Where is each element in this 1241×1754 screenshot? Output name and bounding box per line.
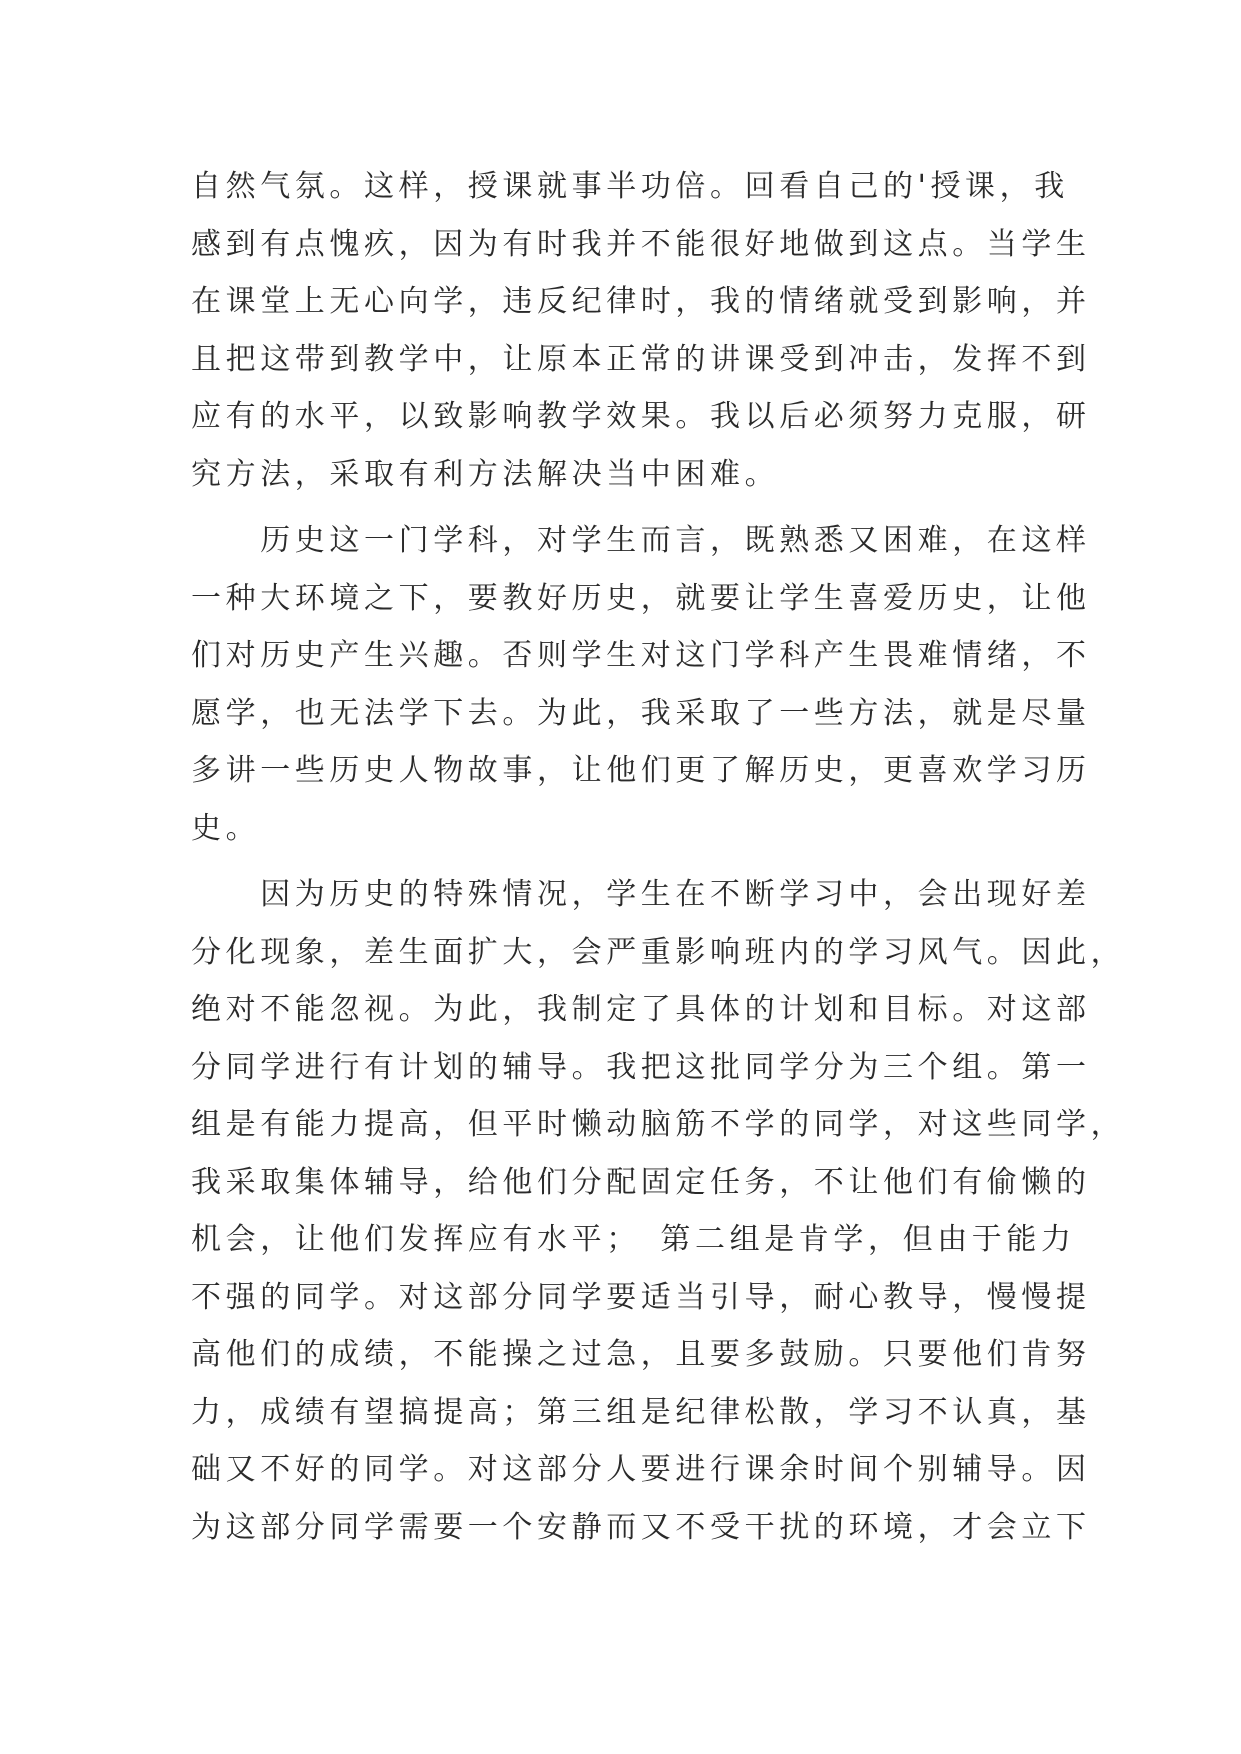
text-line: 多讲一些历史人物故事，让他们更了解历史，更喜欢学习历	[191, 753, 1091, 788]
text-line: 绝对不能忽视。为此，我制定了具体的计划和目标。对这部	[191, 992, 1091, 1027]
text-line: 为这部分同学需要一个安静而又不受干扰的环境，才会立下	[191, 1509, 1091, 1545]
text-line: 力，成绩有望搞提高；第三组是纪律松散，学习不认真，基	[191, 1394, 1091, 1430]
paragraph-1	[191, 158, 1091, 503]
text-line: 组是有能力提高，但平时懒动脑筋不学的同学，对这些同学，	[191, 1107, 1126, 1142]
text-line: 分化现象，差生面扩大，会严重影响班内的学习风气。因此，	[191, 934, 1126, 970]
text-line: 自然气氛。这样，授课就事半功倍。回看自己的'授课，我	[191, 169, 1069, 204]
text-line: 机会，让他们发挥应有水平； 第二组是肯学，但由于能力	[191, 1222, 1076, 1257]
text-line: 究方法，采取有利方法解决当中困难。	[191, 456, 780, 492]
text-line: 我采取集体辅导，给他们分配固定任务，不让他们有偷懒的	[191, 1164, 1091, 1200]
text-line: 在课堂上无心向学，违反纪律时，我的情绪就受到影响，并	[191, 284, 1091, 319]
text-line: 们对历史产生兴趣。否则学生对这门学科产生畏难情绪，不	[191, 638, 1091, 673]
text-line: 感到有点愧疚，因为有时我并不能很好地做到这点。当学生	[191, 226, 1091, 262]
text-line: 应有的水平，以致影响教学效果。我以后必须努力克服，研	[191, 399, 1091, 434]
document-body	[191, 158, 1126, 1556]
text-line: 且把这带到教学中，让原本正常的讲课受到冲击，发挥不到	[191, 341, 1091, 377]
text-line: 高他们的成绩，不能操之过急，且要多鼓励。只要他们肯努	[191, 1337, 1091, 1372]
text-line: 一种大环境之下，要教好历史，就要让学生喜爱历史，让他	[191, 580, 1091, 616]
paragraph-3	[191, 866, 1126, 1556]
text-line: 历史这一门学科，对学生而言，既熟悉又困难，在这样	[191, 523, 1091, 558]
paragraph-2	[191, 512, 1091, 857]
text-line: 础又不好的同学。对这部分人要进行课余时间个别辅导。因	[191, 1452, 1091, 1487]
paragraph-spacing	[191, 857, 1051, 866]
text-line: 分同学进行有计划的辅导。我把这批同学分为三个组。第一	[191, 1049, 1091, 1085]
text-line: 愿学，也无法学下去。为此，我采取了一些方法，就是尽量	[191, 695, 1091, 731]
text-line: 因为历史的特殊情况，学生在不断学习中，会出现好差	[191, 877, 1091, 912]
paragraph-spacing	[191, 503, 1051, 512]
text-line: 史。	[191, 810, 261, 846]
text-line: 不强的同学。对这部分同学要适当引导，耐心教导，慢慢提	[191, 1279, 1091, 1315]
